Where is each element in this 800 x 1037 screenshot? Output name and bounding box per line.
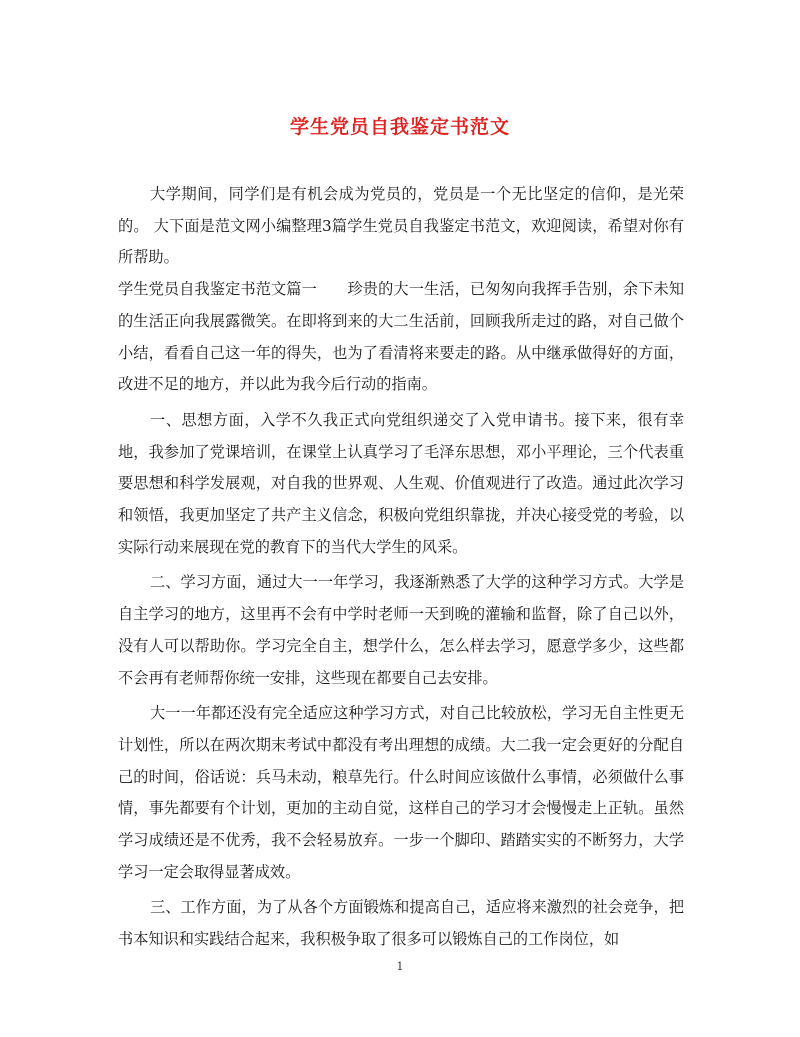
section-one-paragraph: 学生党员自我鉴定书范文篇一 珍贵的大一生活，已匆匆向我挥手告别，余下未知的生活正向我展露微笑。在即将到来的大二生活前，回顾我所走过的路，对自己做个小结，看看自己这一年的得失，也为了看清将来要走的路。从中继承做得好的方面，改进不足的地方，并以此为我今后行动的指南。: [118, 280, 684, 394]
document-body: [118, 179, 684, 956]
document-title: 学生党员自我鉴定书范文: [289, 116, 510, 138]
study-plan-paragraph: 大一一年都还没有完全适应这种学习方式，对自己比较放松，学习无自主性更无计划性，所以在两次期末考试中都没有考出理想的成绩。大二我一定会更好的分配自己的时间，俗话说：兵马未动，粮草先行。什么时间应该做什么事情，必须做什么事情，事先都要有个计划，更加的主动自觉，这样自己的学习才会慢慢走上正轨。虽然学习成绩还是不优秀，我不会轻易放弃。一步一个脚印、踏踏实实的不断努力，大学学习一定会取得显著成效。: [118, 704, 684, 881]
thought-paragraph: 一、思想方面，入学不久我正式向党组织递交了入党申请书。接下来，很有幸地，我参加了党课培训，在课堂上认真学习了毛泽东思想，邓小平理论，三个代表重要思想和科学发展观，对自我的世界观、人生观、价值观进行了改造。通过此次学习和领悟，我更加坚定了共产主义信念，积极向党组织靠拢，并决心接受党的考验，以实际行动来展现在党的教育下的当代大学生的风采。: [118, 410, 684, 556]
work-paragraph: 三、工作方面，为了从各个方面锻炼和提高自己，适应将来激烈的社会竞争，把书本知识和实践结合起来，我积极争取了很多可以锻炼自己的工作岗位，如: [118, 898, 684, 949]
study-paragraph: 二、学习方面，通过大一一年学习，我逐渐熟悉了大学的这种学习方式。大学是自主学习的地方，这里再不会有中学时老师一天到晚的灌输和监督，除了自己以外，没有人可以帮助你。学习完全自主，想学什么，怎么样去学习，愿意学多少，这些都不会再有老师帮你统一安排，这些现在都要自己去安排。: [118, 573, 684, 687]
intro-paragraph: 大学期间，同学们是有机会成为党员的，党员是一个无比坚定的信仰，是光荣的。 大下面是范文网小编整理3篇学生党员自我鉴定书范文，欢迎阅读，希望对你有所帮助。: [118, 185, 684, 267]
page-number: 1: [396, 960, 404, 973]
